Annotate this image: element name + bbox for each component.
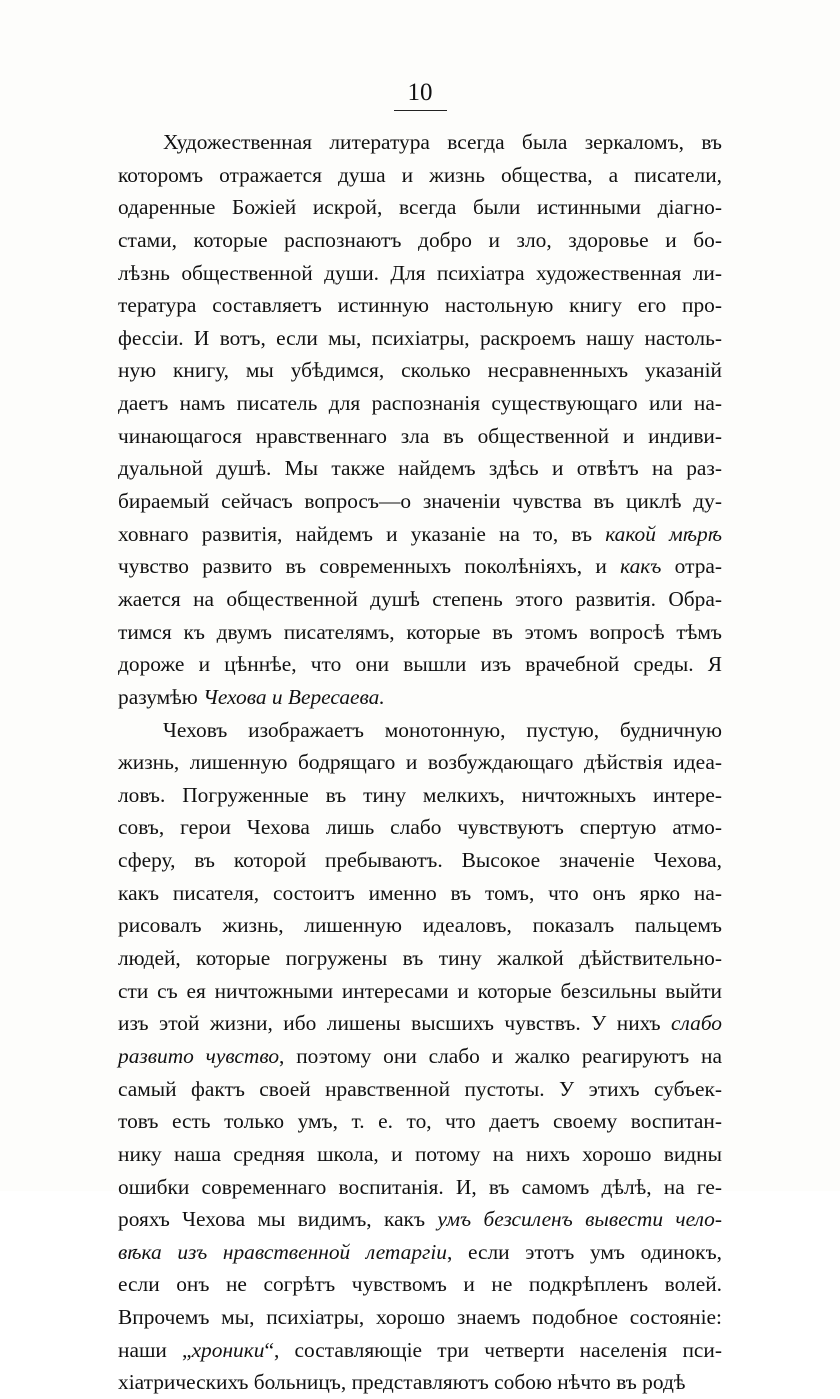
text-run: лѣзнь общественной души. Для психіатра художественная ли- xyxy=(118,260,722,285)
text-line xyxy=(118,550,722,583)
text-line xyxy=(118,616,722,649)
text-line xyxy=(118,126,722,159)
text-line xyxy=(118,877,722,910)
text-line xyxy=(118,257,722,290)
text-line xyxy=(118,1203,722,1236)
italic-text: какой мѣрѣ xyxy=(605,521,722,546)
text-run: наши „ xyxy=(118,1337,192,1362)
text-run: тимся къ двумъ писателямъ, которые въ этомъ вопросѣ тѣмъ xyxy=(118,619,722,644)
text-run: Впрочемъ мы, психіатры, хорошо знаемъ подобное состояніе: xyxy=(118,1305,722,1330)
text-run: рисовалъ жизнь, лишенную идеаловъ, показалъ пальцемъ xyxy=(118,913,722,938)
text-line xyxy=(118,811,722,844)
italic-text: Чехова и Вересаева. xyxy=(203,684,385,709)
text-line xyxy=(118,746,722,779)
page-number xyxy=(0,78,840,111)
text-run: нику наша средняя школа, и потому на нихъ хорошо видны xyxy=(118,1141,722,1166)
text-line xyxy=(118,1105,722,1138)
text-run: которомъ отражается душа и жизнь общества, а писатели, xyxy=(118,162,722,187)
italic-text: умъ безсиленъ вывести чело- xyxy=(437,1207,723,1232)
text-run: “, составляющіе три четверти населенія пси- xyxy=(264,1337,722,1362)
text-run: дороже и цѣннѣе, что они вышли изъ врачебной среды. Я xyxy=(118,652,722,677)
text-line xyxy=(118,648,722,681)
text-line xyxy=(118,1366,722,1399)
text-line xyxy=(118,452,722,485)
text-run: одаренные Божіей искрой, всегда были истинными діагно- xyxy=(118,195,722,220)
italic-text: хроники xyxy=(191,1337,265,1362)
text-line xyxy=(118,1334,722,1367)
text-line xyxy=(118,387,722,420)
text-run: сферу, въ которой пребываютъ. Высокое значеніе Чехова, xyxy=(118,848,722,873)
text-run: самый фактъ своей нравственной пустоты. У этихъ субъек- xyxy=(118,1076,722,1101)
text-run: совъ, герои Чехова лишь слабо чувствуютъ спертую атмо- xyxy=(118,815,722,840)
text-line xyxy=(118,191,722,224)
text-line xyxy=(118,583,722,616)
text-line xyxy=(118,420,722,453)
text-line xyxy=(118,1268,722,1301)
text-run: сти съ ея ничтожными интересами и которые безсильны выйти xyxy=(118,978,722,1003)
text-line xyxy=(118,975,722,1008)
text-line xyxy=(118,844,722,877)
page-number-text: 10 xyxy=(394,78,447,111)
text-line xyxy=(118,1138,722,1171)
italic-text: вѣка изъ нравственной летаргіи xyxy=(118,1239,447,1264)
text-run: дуальной душѣ. Мы также найдемъ здѣсь и отвѣтъ на раз- xyxy=(118,456,722,481)
text-line xyxy=(118,779,722,812)
text-line xyxy=(118,1301,722,1334)
text-run: жизнь, лишенную бодрящаго и возбуждающаго дѣйствія идеа- xyxy=(118,750,722,775)
text-line xyxy=(118,1236,722,1269)
text-run: ловъ. Погруженные въ тину мелкихъ, ничтожныхъ интере- xyxy=(118,782,722,807)
text-run: изъ этой жизни, ибо лишены высшихъ чувствъ. У нихъ xyxy=(118,1011,672,1036)
italic-text: слабо xyxy=(671,1011,722,1036)
text-run: , поэтому они слабо и жалко реагируютъ на xyxy=(279,1043,722,1068)
text-run: людей, которые погружены въ тину жалкой дѣйствительно- xyxy=(118,946,722,971)
text-line xyxy=(118,224,722,257)
text-line xyxy=(118,1007,722,1040)
text-line xyxy=(118,485,722,518)
text-run: товъ есть только умъ, т. е. то, что даетъ своему воспитан- xyxy=(118,1109,722,1134)
text-run: , если этотъ умъ одинокъ, xyxy=(447,1239,722,1264)
text-run: фессіи. И вотъ, если мы, психіатры, раскроемъ нашу настоль- xyxy=(118,325,722,350)
text-run: Чеховъ изображаетъ монотонную, пустую, будничную xyxy=(163,717,722,742)
text-run: ховнаго развитія, найдемъ и указаніе на то, въ xyxy=(118,521,606,546)
text-run: хіатрическихъ больницъ, представляютъ собою нѣчто въ родѣ xyxy=(118,1370,686,1395)
text-run: бираемый сейчасъ вопросъ—о значеніи чувства въ циклѣ ду- xyxy=(118,489,722,514)
text-line xyxy=(118,681,722,714)
text-run: стами, которые распознаютъ добро и зло, здоровье и бо- xyxy=(118,227,722,252)
text-line xyxy=(118,714,722,747)
text-line xyxy=(118,942,722,975)
text-run: чувство развито въ современныхъ поколѣніяхъ, и xyxy=(118,554,621,579)
text-line xyxy=(118,289,722,322)
text-run: отра- xyxy=(661,554,723,579)
italic-text: развито чувство xyxy=(118,1043,280,1068)
text-line xyxy=(118,1171,722,1204)
text-run: ную книгу, мы убѣдимся, сколько несравненныхъ указаній xyxy=(118,358,722,383)
text-line xyxy=(118,322,722,355)
text-line xyxy=(118,1040,722,1073)
text-run: разумѣю xyxy=(118,684,204,709)
italic-text: какъ xyxy=(620,554,662,579)
text-line xyxy=(118,354,722,387)
text-line xyxy=(118,518,722,551)
text-run: чинающагося нравственнаго зла въ общественной и индиви- xyxy=(118,423,722,448)
text-run: Художественная литература всегда была зеркаломъ, въ xyxy=(163,130,722,154)
text-run: какъ писателя, состоитъ именно въ томъ, что онъ ярко на- xyxy=(118,880,722,905)
text-line xyxy=(118,909,722,942)
text-run: ошибки современнаго воспитанія. И, въ самомъ дѣлѣ, на ге- xyxy=(118,1174,722,1199)
text-run: если онъ не согрѣтъ чувствомъ и не подкрѣпленъ волей. xyxy=(118,1272,722,1297)
text-run: рояхъ Чехова мы видимъ, какъ xyxy=(118,1207,438,1232)
text-run: тература составляетъ истинную настольную книгу его про- xyxy=(118,293,722,318)
body-text xyxy=(118,126,722,1399)
text-run: жается на общественной душѣ степень этого развитія. Обра- xyxy=(118,586,722,611)
text-line xyxy=(118,159,722,192)
text-line xyxy=(118,1073,722,1106)
text-run: даетъ намъ писатель для распознанія существующаго или на- xyxy=(118,391,722,416)
